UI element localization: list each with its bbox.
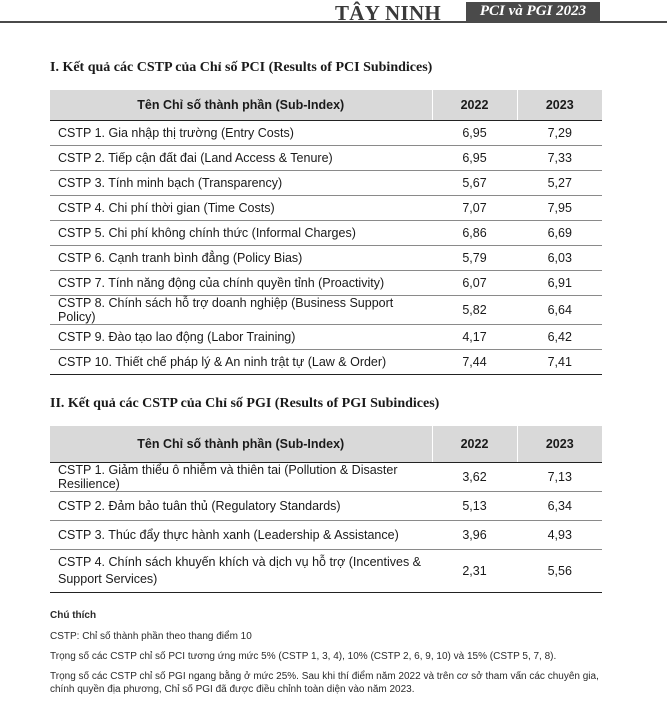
value-2022: 3,96 [432, 521, 517, 550]
subindex-name: CSTP 1. Giảm thiểu ô nhiễm và thiên tai (Pollution & Disaster Resilience) [50, 463, 432, 492]
value-2023: 6,03 [517, 246, 602, 271]
pgi-table [50, 426, 602, 593]
table-row [50, 350, 602, 375]
value-2022: 6,86 [432, 221, 517, 246]
subindex-name: CSTP 9. Đào tạo lao động (Labor Training) [50, 325, 432, 350]
value-2023: 7,29 [517, 121, 602, 146]
table-row [50, 550, 602, 593]
value-2022: 4,17 [432, 325, 517, 350]
subindex-name: CSTP 3. Tính minh bạch (Transparency) [50, 171, 432, 196]
table-header-row [50, 90, 602, 121]
value-2022: 6,95 [432, 121, 517, 146]
value-2022: 5,82 [432, 296, 517, 325]
subindex-name: CSTP 3. Thúc đẩy thực hành xanh (Leadership & Assistance) [50, 521, 432, 550]
col-header-name: Tên Chỉ số thành phần (Sub-Index) [50, 90, 432, 121]
province-name: TÂY NINH [335, 1, 442, 25]
report-tab: PCI và PGI 2023 [466, 2, 600, 21]
table-row [50, 121, 602, 146]
value-2022: 3,62 [432, 463, 517, 492]
table-row [50, 296, 602, 325]
subindex-name: CSTP 10. Thiết chế pháp lý & An ninh trật tự (Law & Order) [50, 350, 432, 375]
value-2023: 5,56 [517, 550, 602, 593]
pci-section-title: I. Kết quả các CSTP của Chỉ số PCI (Results of PCI Subindices) [50, 60, 433, 75]
value-2022: 6,95 [432, 146, 517, 171]
header-rule [0, 21, 667, 23]
note-line: CSTP: Chỉ số thành phần theo thang điểm 10 [50, 631, 252, 642]
table-row [50, 171, 602, 196]
value-2022: 7,07 [432, 196, 517, 221]
value-2022: 5,13 [432, 492, 517, 521]
subindex-name: CSTP 8. Chính sách hỗ trợ doanh nghiệp (Business Support Policy) [50, 296, 432, 325]
value-2023: 7,95 [517, 196, 602, 221]
subindex-name: CSTP 4. Chi phí thời gian (Time Costs) [50, 196, 432, 221]
value-2023: 7,41 [517, 350, 602, 375]
note-line: Trọng số các CSTP chỉ số PGI ngang bằng ở mức 25%. Sau khi thí điểm năm 2022 và trên cơ sở tham vấn các chuyên gia, chính quyền địa phương, Chỉ số PGI đã được điều chỉnh toàn diện vào năm 2023. [50, 671, 599, 695]
footnotes [50, 609, 610, 703]
table-row [50, 196, 602, 221]
table-row [50, 463, 602, 492]
subindex-name: CSTP 6. Cạnh tranh bình đẳng (Policy Bias) [50, 246, 432, 271]
table-row [50, 221, 602, 246]
table-row [50, 492, 602, 521]
subindex-name: CSTP 2. Tiếp cận đất đai (Land Access & Tenure) [50, 146, 432, 171]
subindex-name: CSTP 2. Đảm bảo tuân thủ (Regulatory Standards) [50, 492, 432, 521]
value-2023: 7,33 [517, 146, 602, 171]
table-row [50, 146, 602, 171]
col-header-name: Tên Chỉ số thành phần (Sub-Index) [50, 426, 432, 463]
table-row [50, 271, 602, 296]
col-header-2023: 2023 [517, 426, 602, 463]
note-line: Trọng số các CSTP chỉ số PCI tương ứng mức 5% (CSTP 1, 3, 4), 10% (CSTP 2, 6, 9, 10) và 15% (CSTP 5, 7, 8). [50, 651, 557, 662]
col-header-2022: 2022 [432, 90, 517, 121]
table-row [50, 325, 602, 350]
col-header-2022: 2022 [432, 426, 517, 463]
value-2023: 6,34 [517, 492, 602, 521]
table-row [50, 521, 602, 550]
pci-table [50, 90, 602, 375]
value-2022: 7,44 [432, 350, 517, 375]
subindex-name: CSTP 7. Tính năng động của chính quyền tỉnh (Proactivity) [50, 271, 432, 296]
notes-title: Chú thích [50, 610, 97, 621]
value-2023: 6,69 [517, 221, 602, 246]
value-2022: 6,07 [432, 271, 517, 296]
subindex-name: CSTP 4. Chính sách khuyến khích và dịch vụ hỗ trợ (Incentives & Support Services) [50, 550, 432, 593]
table-header-row [50, 426, 602, 463]
col-header-2023: 2023 [517, 90, 602, 121]
pgi-section-title: II. Kết quả các CSTP của Chỉ số PGI (Results of PGI Subindices) [50, 396, 440, 411]
value-2023: 4,93 [517, 521, 602, 550]
value-2022: 5,79 [432, 246, 517, 271]
table-row [50, 246, 602, 271]
value-2023: 6,91 [517, 271, 602, 296]
value-2023: 5,27 [517, 171, 602, 196]
value-2022: 2,31 [432, 550, 517, 593]
subindex-name: CSTP 5. Chi phí không chính thức (Informal Charges) [50, 221, 432, 246]
value-2023: 7,13 [517, 463, 602, 492]
subindex-name: CSTP 1. Gia nhập thị trường (Entry Costs) [50, 121, 432, 146]
value-2023: 6,42 [517, 325, 602, 350]
value-2023: 6,64 [517, 296, 602, 325]
value-2022: 5,67 [432, 171, 517, 196]
